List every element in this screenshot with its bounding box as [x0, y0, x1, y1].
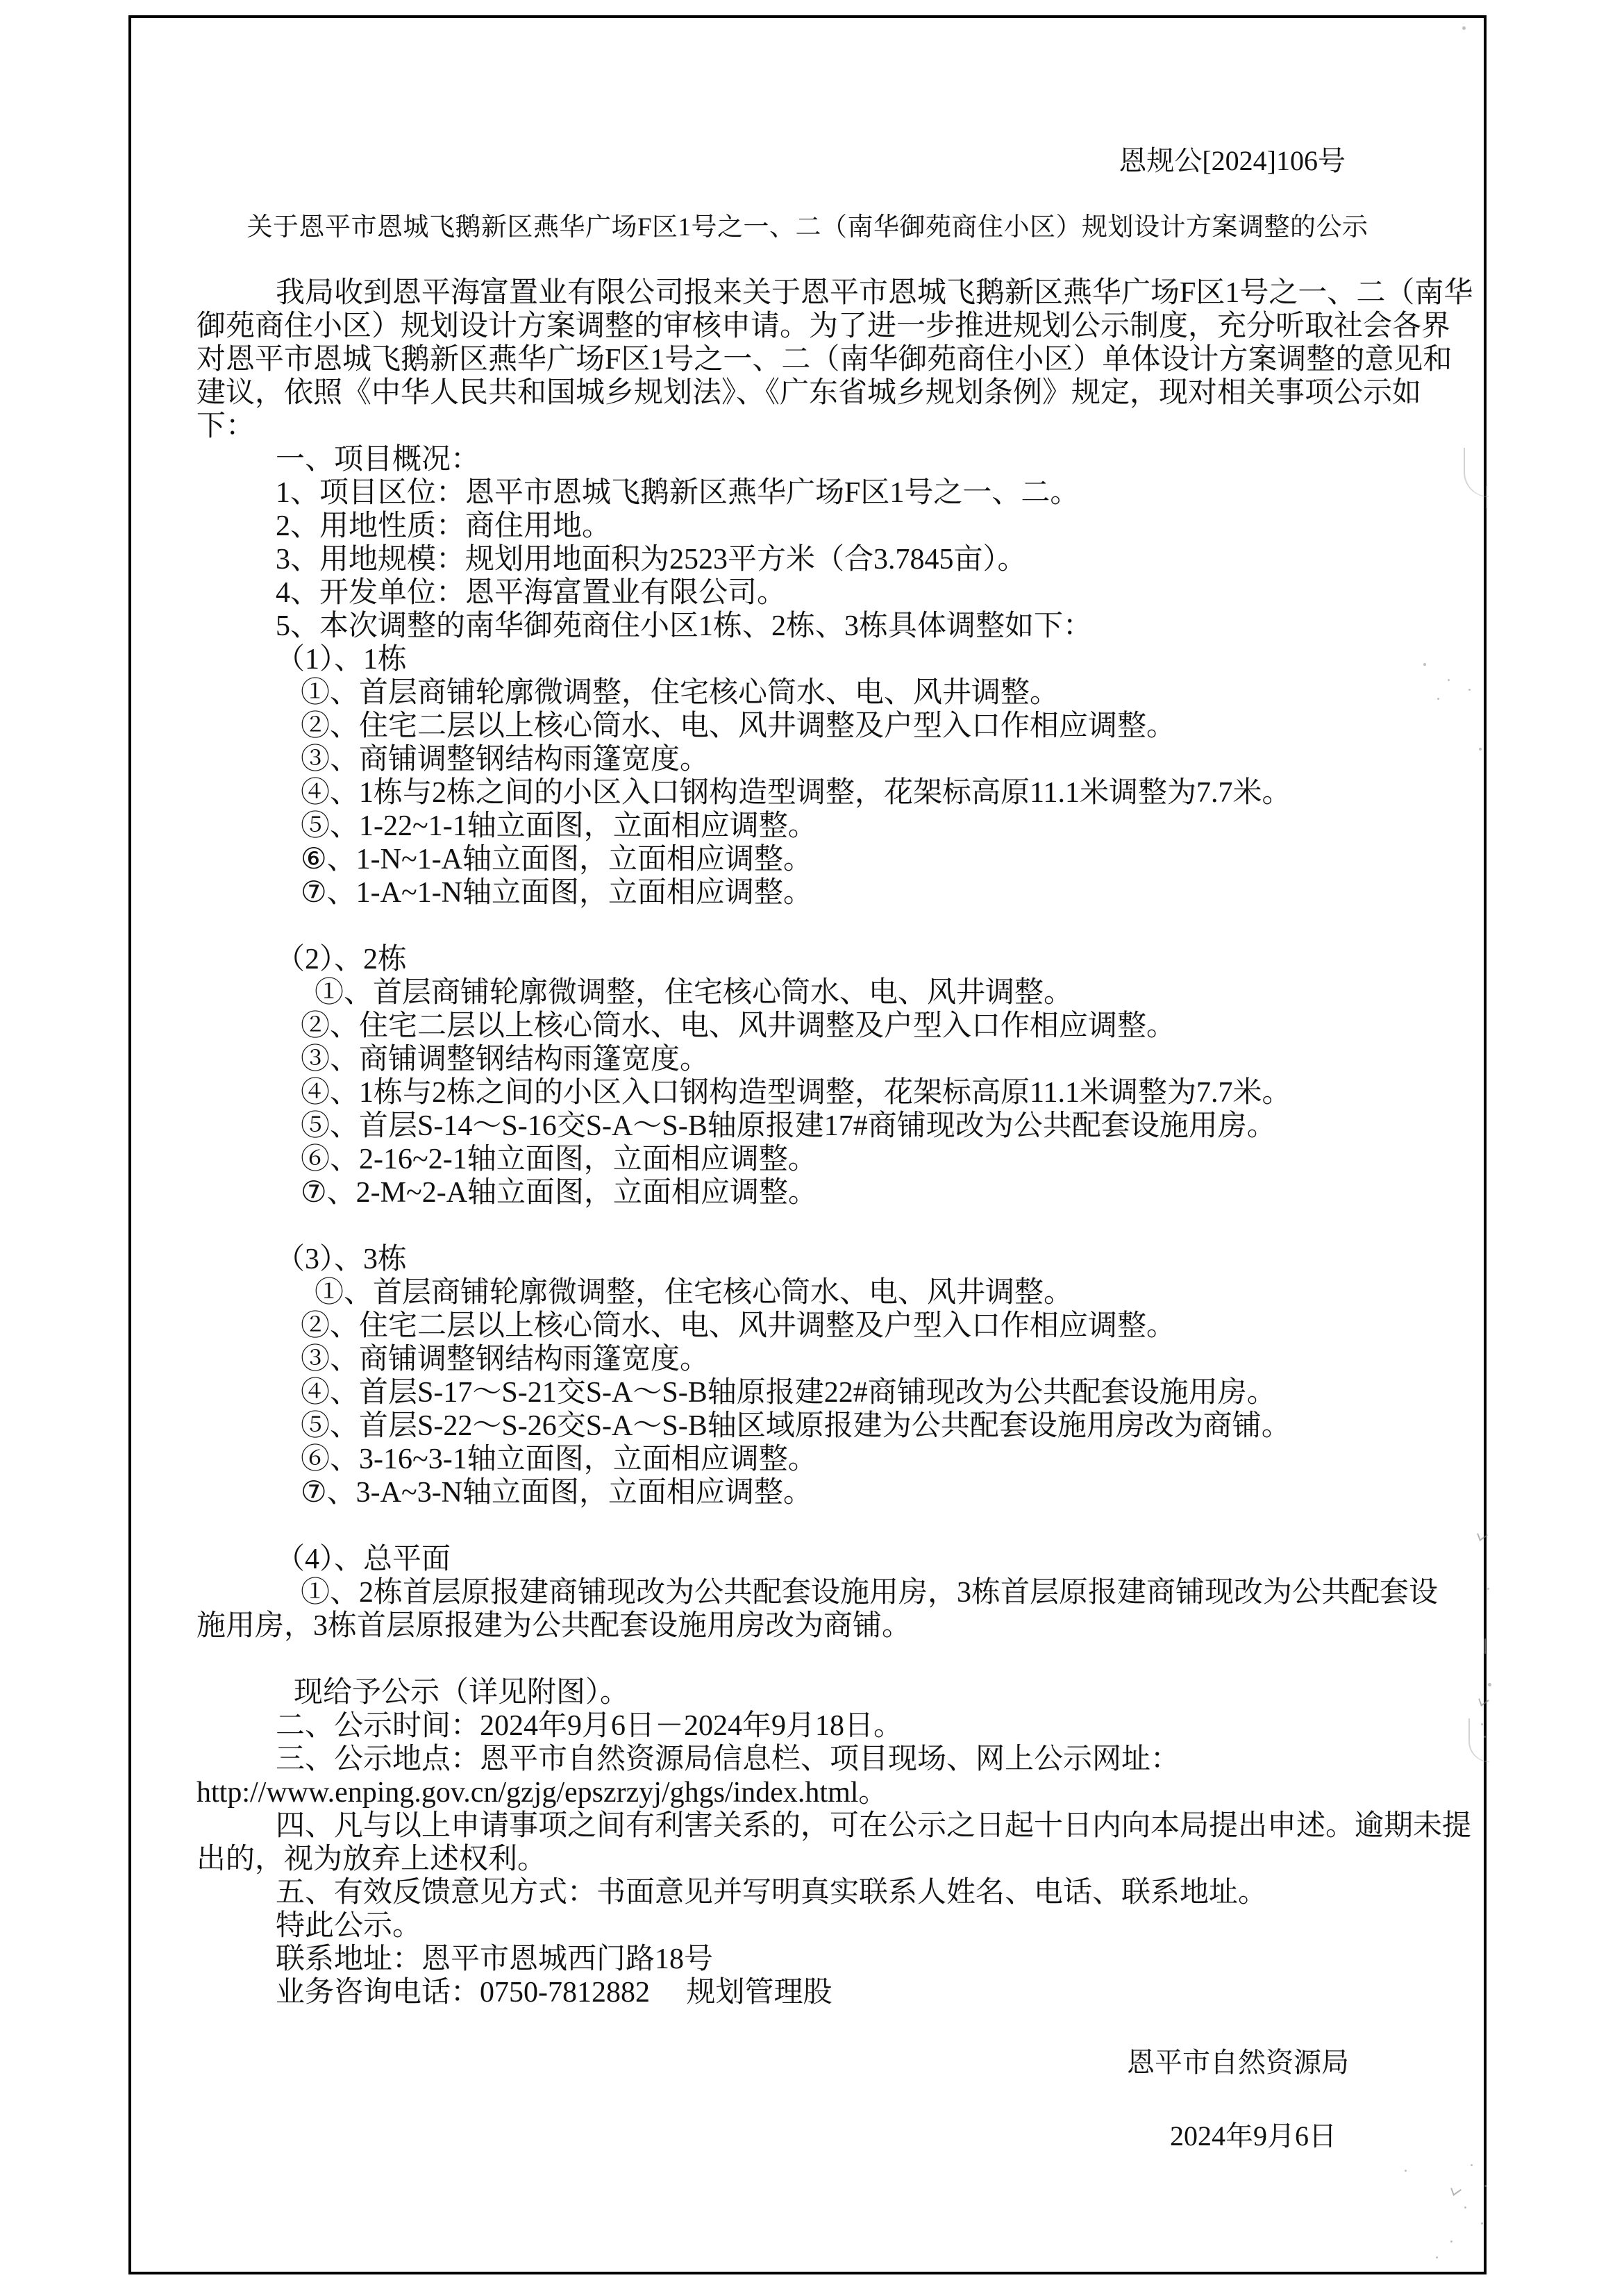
- body-line: 出的，视为放弃上述权利。: [196, 1843, 547, 1875]
- body-line: 4、开发单位：恩平海富置业有限公司。: [276, 577, 787, 609]
- scan-speck: [1448, 679, 1450, 681]
- body-line: 特此公示。: [276, 1910, 422, 1942]
- body-line: ④、1栋与2栋之间的小区入口钢构造型调整，花架标高原11.1米调整为7.7米。: [301, 777, 1291, 809]
- scan-speck: [1464, 2206, 1466, 2209]
- scan-speck: [1405, 2170, 1407, 2172]
- body-line: ③、商铺调整钢结构雨篷宽度。: [301, 1343, 710, 1375]
- body-line: ④、首层S-17～S-21交S-A～S-B轴原报建22#商铺现改为公共配套设施用房。: [301, 1377, 1276, 1409]
- body-line: ⑥、1-N~1-A轴立面图，立面相应调整。: [301, 844, 813, 875]
- body-line: 联系地址：恩平市恩城西门路18号: [276, 1943, 714, 1975]
- body-line: ②、住宅二层以上核心筒水、电、风井调整及户型入口作相应调整。: [301, 1010, 1176, 1042]
- scan-speck: [1488, 1683, 1491, 1686]
- body-line: ①、首层商铺轮廓微调整，住宅核心筒水、电、风井调整。: [315, 1277, 1073, 1309]
- body-line: ④、1栋与2栋之间的小区入口钢构造型调整，花架标高原11.1米调整为7.7米。: [301, 1077, 1291, 1109]
- document-body: [196, 276, 1473, 2009]
- scan-speck: [1481, 2222, 1483, 2224]
- body-line: ⑤、1-22~1-1轴立面图，立面相应调整。: [301, 810, 817, 842]
- body-line: 业务咨询电话：0750-7812882 规划管理股: [276, 1977, 832, 2009]
- body-line: ⑦、2-M~2-A轴立面图，立面相应调整。: [301, 1177, 818, 1209]
- body-line: ⑦、3-A~3-N轴立面图，立面相应调整。: [301, 1477, 813, 1509]
- blank-line: [196, 1509, 1418, 1543]
- body-line: （1）、1栋: [276, 644, 408, 676]
- body-line: 3、用地规模：规划用地面积为2523平方米（合3.7845亩）。: [276, 544, 1027, 576]
- scan-speck: [1484, 2185, 1487, 2187]
- body-line: ③、商铺调整钢结构雨篷宽度。: [301, 744, 710, 776]
- body-line: ①、2栋首层原报建商铺现改为公共配套设施用房，3栋首层原报建商铺现改为公共配套设: [301, 1577, 1439, 1609]
- body-line: http://www.enping.gov.cn/gzjg/epszrzyj/ghgs/index.html。: [196, 1777, 888, 1809]
- body-line: ⑥、3-16~3-1轴立面图，立面相应调整。: [301, 1443, 817, 1475]
- scan-speck: [1437, 698, 1439, 700]
- blank-line: [196, 910, 1418, 943]
- body-line: （3）、3栋: [276, 1243, 408, 1275]
- scan-speck: [1450, 2240, 1453, 2243]
- body-line: ⑤、首层S-14～S-16交S-A～S-B轴原报建17#商铺现改为公共配套设施用房。: [301, 1110, 1276, 1142]
- doc-number: 恩规公[2024]106号: [1119, 145, 1346, 176]
- body-line: 一、项目概况：: [276, 444, 480, 476]
- body-line: 四、凡与以上申请事项之间有利害关系的，可在公示之日起十日内向本局提出申述。逾期未提: [276, 1810, 1472, 1842]
- scan-speck: [1471, 2164, 1473, 2166]
- blank-line: [196, 1643, 1418, 1676]
- body-line: 5、本次调整的南华御苑商住小区1栋、2栋、3栋具体调整如下：: [276, 610, 1093, 642]
- body-line: 五、有效反馈意见方式：书面意见并写明真实联系人姓名、电话、联系地址。: [276, 1877, 1268, 1909]
- body-line: ⑤、首层S-22～S-26交S-A～S-B轴区域原报建为公共配套设施用房改为商铺。: [301, 1410, 1291, 1442]
- body-line: 1、项目区位：恩平市恩城飞鹅新区燕华广场F区1号之一、二。: [276, 477, 1080, 509]
- notice-document: [196, 0, 1473, 2154]
- body-line: ⑥、2-16~2-1轴立面图，立面相应调整。: [301, 1143, 817, 1175]
- body-line: 对恩平市恩城飞鹅新区燕华广场F区1号之一、二（南华御苑商住小区）单体设计方案调整的意见和: [196, 344, 1453, 376]
- body-line: 二、公示时间：2024年9月6日－2024年9月18日。: [276, 1710, 903, 1742]
- page-title: 关于恩平市恩城飞鹅新区燕华广场F区1号之一、二（南华御苑商住小区）规划设计方案调整的公示: [246, 213, 1368, 242]
- scan-speck: [1487, 1588, 1489, 1590]
- issuing-authority: 恩平市自然资源局: [1127, 2047, 1349, 2078]
- scan-speck: [1468, 689, 1471, 691]
- body-line: 2、用地性质：商住用地。: [276, 510, 612, 542]
- blank-line: [196, 1209, 1418, 1243]
- issue-date: 2024年9月6日: [1170, 2120, 1337, 2152]
- body-line: ②、住宅二层以上核心筒水、电、风井调整及户型入口作相应调整。: [301, 710, 1176, 742]
- body-line: （2）、2栋: [276, 944, 408, 975]
- scan-speck: [1436, 2256, 1438, 2259]
- body-line: （4）、总平面: [276, 1543, 451, 1575]
- body-line: 三、公示地点：恩平市自然资源局信息栏、项目现场、网上公示网址：: [276, 1743, 1180, 1775]
- body-line: 施用房，3栋首层原报建为公共配套设施用房改为商铺。: [196, 1610, 912, 1642]
- body-line: ⑦、1-A~1-N轴立面图，立面相应调整。: [301, 877, 813, 909]
- body-line: ①、首层商铺轮廓微调整，住宅核心筒水、电、风井调整。: [301, 677, 1060, 709]
- body-line: 现给予公示（详见附图）。: [294, 1677, 630, 1709]
- body-line: ①、首层商铺轮廓微调整，住宅核心筒水、电、风井调整。: [315, 977, 1073, 1009]
- scan-speck: [1423, 663, 1426, 666]
- body-line: ③、商铺调整钢结构雨篷宽度。: [301, 1044, 710, 1075]
- body-line: 御苑商住小区）规划设计方案调整的审核申请。为了进一步推进规划公示制度，充分听取社会各界: [196, 310, 1451, 342]
- body-line: 建议，依照《中华人民共和国城乡规划法》、《广东省城乡规划条例》规定，现对相关事项公示如: [196, 377, 1422, 409]
- scan-speck: [1462, 26, 1466, 30]
- scan-speck: [1479, 748, 1482, 751]
- body-line: 我局收到恩平海富置业有限公司报来关于恩平市恩城飞鹅新区燕华广场F区1号之一、二（南华: [276, 277, 1473, 309]
- body-line: ②、住宅二层以上核心筒水、电、风井调整及户型入口作相应调整。: [301, 1310, 1176, 1342]
- scan-scratch: [1484, 1639, 1486, 1654]
- body-line: 下：: [196, 410, 256, 442]
